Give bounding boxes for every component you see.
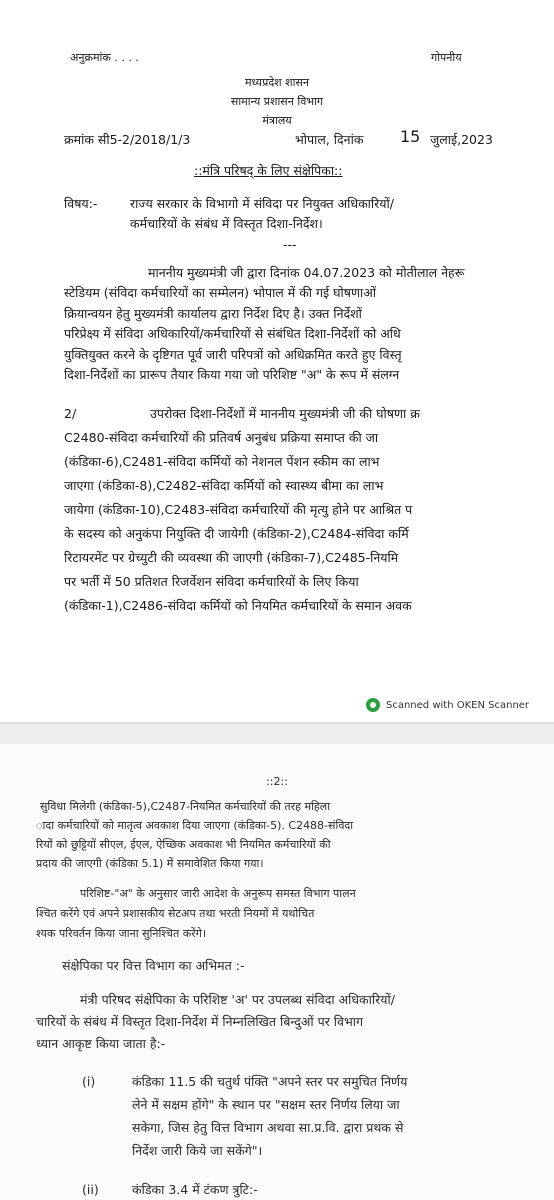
subject-line-2: कर्मचारियों के संबंध में विस्तृत दिशा-निर्देश। [130, 216, 323, 231]
page2-line: ादा कर्मचारियों को मातृत्व अवकाश दिया जाएगा (कंडिका-5). C2488-संविदा [36, 819, 354, 832]
handwritten-date: 15 [400, 127, 421, 146]
item1-number: (i) [82, 1074, 96, 1089]
subject-line-1: राज्य सरकार के विभागो में संविदा पर नियुक्त अधिकारियों/ [130, 196, 394, 211]
para4-line: मंत्री परिषद संक्षेपिका के परिशिष्ट 'अ' पर उपलब्ध संविदा अधिकारियों/ [80, 992, 395, 1007]
item2-line: कंडिका 3.4 में टंकण त्रुटि:- [132, 1182, 258, 1197]
reference-number-label: अनुक्रमांक . . . . [70, 51, 139, 64]
para1-line: युक्तियुक्त करने के दृष्टिगत पूर्व जारी परिपत्रों को अधिक्रमित करते हुए विस्तृ [64, 347, 402, 362]
para2-line: (कंडिका-1),C2486-संविदा कर्मियों को नियमित कर्मचारियों के समान अवक [64, 598, 412, 613]
order-number: क्रमांक सी5-2/2018/1/3 [64, 132, 191, 147]
para3-line: श्चित करेंगे एवं अपने प्रशासकीय सेटअप तथा भरती नियमों में यथोचित [36, 907, 315, 920]
scanner-logo-icon [366, 698, 380, 712]
item1-line: लेने में सक्षम होंगे" के स्थान पर "सक्षम स्तर निर्णय लिया जा [132, 1097, 400, 1112]
item1-line: कंडिका 11.5 की चतुर्थ पंक्ति "अपने स्तर पर समुचित निर्णय [132, 1074, 408, 1089]
para1-line: क्रियान्वयन हेतु मुख्यमंत्री कार्यालय द्वारा निर्देश दिए है। उक्त निर्देशों [64, 306, 362, 321]
scanner-label: Scanned with OKEN Scanner [386, 699, 530, 711]
document-page-2 [0, 744, 554, 1200]
para1-line: माननीय मुख्यमंत्री जी द्वारा दिनांक 04.07.2023 को मोतीलाल नेहरू [148, 265, 465, 280]
page2-line: रियों को छुट्टियों सीएल, ईएल, ऐच्छिक अवकाश भी नियमित कर्मचारियों की [36, 838, 331, 851]
para2-line: C2480-संविदा कर्मचारियों की प्रतिवर्ष अनुबंध प्रक्रिया समाप्त की जा [64, 430, 379, 445]
para1-line: दिशा-निर्देशों का प्रारूप तैयार किया गया जो परिशिष्ट "अ" के रूप में संलग्न [64, 367, 400, 382]
para2-line: उपरोक्त दिशा-निर्देशों में माननीय मुख्यमंत्री जी की घोषणा क्र [150, 406, 420, 421]
para3-line: श्यक परिवर्तन किया जाना सुनिश्चित करेंगे। [36, 927, 207, 940]
government-name: मध्यप्रदेश शासन [244, 76, 310, 89]
item1-line: निर्देश जारी किये जा सकेंगे"। [132, 1143, 263, 1158]
page2-line: सुविधा मिलेगी (कंडिका-5),C2487-नियमित कर्मचारियों की तरह महिला [40, 800, 331, 813]
ministry-name: मंत्रालय [262, 114, 292, 127]
para2-line: पर भर्ती में 50 प्रतिशत रिजर्वेशन संविदा कर्मचारियों के लिए किया [64, 574, 359, 589]
subject-label: विषय:- [64, 196, 98, 211]
page-separator [0, 722, 554, 724]
para2-number: 2/ [64, 406, 77, 421]
para2-line: रिटायरमेंट पर ग्रेच्युटी की व्यवस्था की जाएगी (कंडिका-7),C2485-नियमि [64, 550, 399, 565]
para2-line: जाएगा (कंडिका-8),C2482-संविदा कर्मियों को स्वास्थ्य बीमा का लाभ [64, 478, 384, 493]
department-name: सामान्य प्रशासन विभाग [230, 95, 324, 108]
item2-number: (ii) [82, 1182, 99, 1197]
classification-label: गोपनीय [431, 51, 462, 64]
page2-line: प्रदाय की जाएगी (कंडिका 5.1) में समावेशित किया गया। [36, 857, 264, 870]
month-year: जुलाई,2023 [430, 132, 493, 147]
memo-heading: ::मंत्रि परिषद् के लिए संक्षेपिका:: [194, 163, 343, 178]
place-date-label: भोपाल, दिनांक [295, 132, 364, 147]
para1-line: स्टेडियम (संविदा कर्मचारियों का सम्मेलन) भोपाल में की गई घोषणाओं [64, 285, 377, 300]
para4-line: चारियों के संबंध में विस्तृत दिशा-निर्देश में निम्नलिखित बिन्दुओं पर विभाग [36, 1014, 364, 1029]
para4-line: ध्यान आकृष्ट किया जाता है:- [36, 1036, 166, 1051]
finance-opinion-heading: संक्षेपिका पर वित्त विभाग का अभिमत :- [62, 958, 245, 973]
para2-line: जायेगा (कंडिका-10),C2483-संविदा कर्मचारियों की मृत्यु होने पर आश्रित प [64, 502, 413, 517]
page-marker: ::2:: [266, 775, 288, 788]
para1-line: परिप्रेक्ष्य में संविदा अधिकारियों/कर्मचारियों से संबंधित दिशा-निर्देशों को अधि [64, 326, 401, 341]
divider-dashes: --- [283, 237, 297, 252]
para2-line: के सदस्य को अनुकंपा नियुक्ति दी जायेगी (कंडिका-2),C2484-संविदा कर्मि [64, 526, 409, 541]
scanner-watermark [366, 698, 529, 712]
item1-line: सकेगा, जिस हेतु वित्त विभाग अथवा सा.प्र.वि. द्वारा प्रथक से [132, 1120, 404, 1135]
para2-line: (कंडिका-6),C2481-संविदा कर्मियों को नेशनल पेंशन स्कीम का लाभ [64, 454, 380, 469]
para3-line: परिशिष्ट-"अ" के अनुसार जारी आदेश के अनुरूप समस्त विभाग पालन [80, 887, 356, 900]
